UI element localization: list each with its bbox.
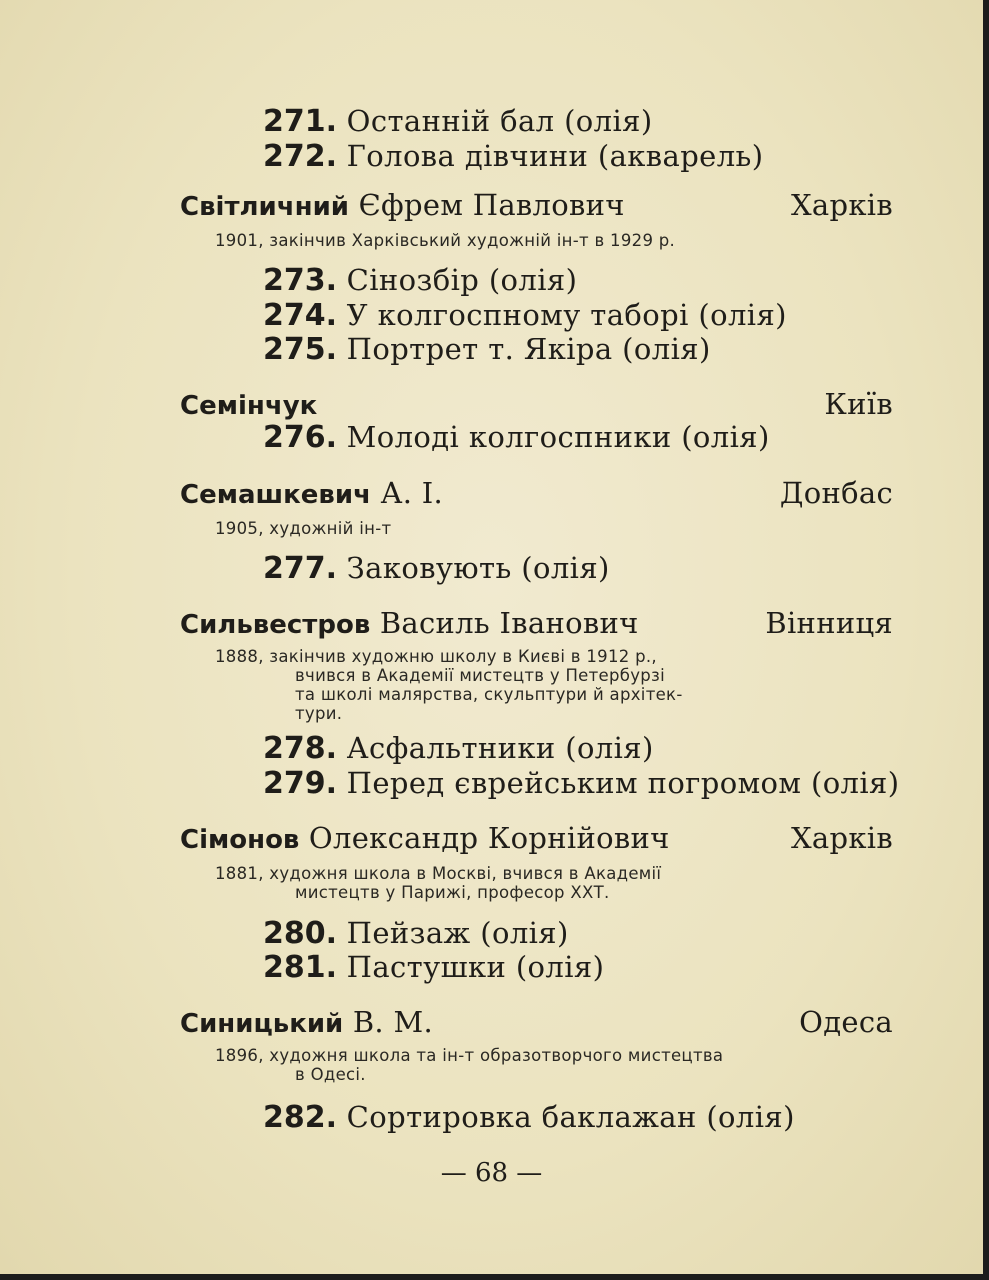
- work-entry: [263, 731, 654, 766]
- bio-line: 1901, закінчив Харківський художній ін-т в 1929 р.: [215, 231, 676, 250]
- artist-surname: Семінчук: [180, 391, 318, 421]
- artist-heading: [180, 821, 893, 855]
- bio-line: вчився в Академії мистецтв у Петербурзі: [295, 666, 666, 685]
- artist-surname: Синицький: [180, 1009, 344, 1039]
- work-number: 280.: [263, 916, 338, 951]
- artist-city: Київ: [824, 387, 893, 421]
- work-number: 276.: [263, 420, 338, 455]
- work-number: 273.: [263, 263, 338, 298]
- artist-given-name: А. І.: [380, 476, 444, 510]
- work-entry: [263, 104, 653, 139]
- artist-surname: Світличний: [180, 192, 350, 222]
- work-title: Голова дівчини (акварель): [346, 139, 764, 173]
- artist-given-name: В. М.: [352, 1005, 433, 1039]
- bio-line: в Одесі.: [295, 1065, 366, 1084]
- work-entry: [263, 551, 610, 586]
- artist-heading: [180, 188, 893, 222]
- artist-given-name: Василь Іванович: [379, 606, 639, 640]
- artist-surname: Сімонов: [180, 825, 300, 855]
- work-title: Сінозбір (олія): [346, 263, 578, 297]
- work-title: Перед єврейським погромом (олія): [346, 766, 900, 800]
- work-entry: [263, 139, 763, 174]
- work-number: 281.: [263, 950, 338, 985]
- work-entry: [263, 298, 787, 333]
- bio-line: мистецтв у Парижі, професор ХХТ.: [295, 883, 610, 902]
- work-title: Сортировка баклажан (олія): [346, 1100, 795, 1134]
- work-title: Останній бал (олія): [346, 104, 653, 138]
- bio-line: 1905, художній ін-т: [215, 519, 392, 538]
- artist-bio: [215, 1046, 723, 1084]
- work-number: 274.: [263, 298, 338, 333]
- work-number: 271.: [263, 104, 338, 139]
- work-number: 272.: [263, 139, 338, 174]
- work-entry: [263, 332, 711, 367]
- work-number: 279.: [263, 766, 338, 801]
- work-title: Асфальтники (олія): [346, 731, 654, 765]
- work-title: Портрет т. Якіра (олія): [346, 332, 711, 366]
- artist-city: Вінниця: [765, 606, 893, 640]
- artist-city: Харків: [790, 188, 893, 222]
- artist-heading: [180, 387, 893, 421]
- artist-heading: [180, 476, 893, 510]
- work-title: У колгоспному таборі (олія): [346, 298, 787, 332]
- bio-line: 1896, художня школа та ін-т образотворчого мистецтва: [215, 1046, 724, 1065]
- work-title: Пейзаж (олія): [346, 916, 569, 950]
- work-entry: [263, 916, 569, 951]
- bio-line: та школі малярства, скульптури й архітек-: [295, 685, 683, 704]
- artist-bio: [215, 231, 675, 250]
- page-number: — 68 —: [440, 1158, 543, 1188]
- artist-city: Харків: [790, 821, 893, 855]
- artist-given-name: Олександр Корнійович: [308, 821, 670, 855]
- artist-heading: [180, 606, 893, 640]
- work-entry: [263, 1100, 795, 1135]
- work-title: Молоді колгоспники (олія): [346, 420, 770, 454]
- work-entry: [263, 420, 770, 455]
- artist-bio: [215, 864, 661, 902]
- artist-city: Одеса: [799, 1005, 893, 1039]
- artist-city: Донбас: [779, 476, 893, 510]
- work-number: 282.: [263, 1100, 338, 1135]
- bio-line: 1881, художня школа в Москві, вчився в Академії: [215, 864, 662, 883]
- work-entry: [263, 950, 604, 985]
- work-entry: [263, 263, 577, 298]
- artist-heading: [180, 1005, 893, 1039]
- work-title: Заковують (олія): [346, 551, 610, 585]
- work-title: Пастушки (олія): [346, 950, 605, 984]
- work-number: 277.: [263, 551, 338, 586]
- work-entry: [263, 766, 899, 801]
- work-number: 278.: [263, 731, 338, 766]
- artist-bio: [215, 519, 391, 538]
- artist-given-name: Єфрем Павлович: [358, 188, 625, 222]
- bio-line: тури.: [295, 704, 343, 723]
- bio-line: 1888, закінчив художню школу в Києві в 1912 р.,: [215, 647, 657, 666]
- artist-surname: Семашкевич: [180, 480, 371, 510]
- artist-surname: Сильвестров: [180, 610, 371, 640]
- artist-bio: [215, 647, 683, 723]
- work-number: 275.: [263, 332, 338, 367]
